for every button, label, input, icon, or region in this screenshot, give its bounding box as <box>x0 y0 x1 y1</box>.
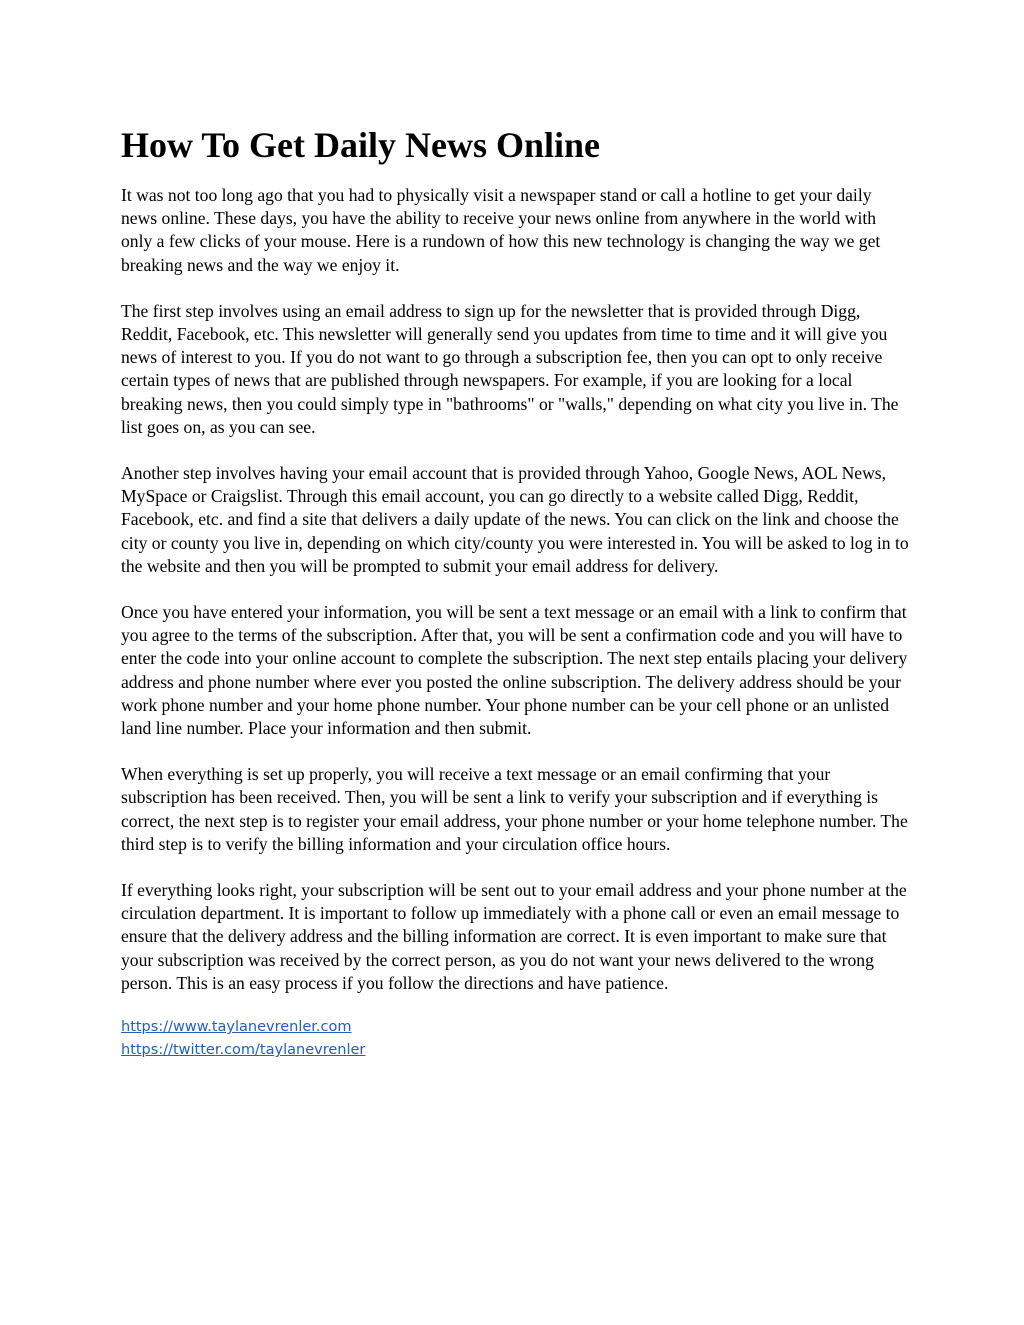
paragraph-final-check: If everything looks right, your subscription will be sent out to your email address and your phone number at the circulation department. It is important to follow up immediately with a phone call or even an email message to ensure that the delivery address and the billing information are correct. It is even important to make sure that your subscription was received by the correct person, as you do not want your news delivered to the wrong person. This is an easy process if you follow the directions and have patience. <box>121 880 907 993</box>
page-title: How To Get Daily News Online <box>121 125 601 165</box>
paragraph-intro: It was not too long ago that you had to physically visit a newspaper stand or call a hotline to get your daily news online. These days, you have the ability to receive your news online from anywhere in the world with only a few clicks of your mouse. Here is a rundown of how this new technology is changing the way we get breaking news and the way we enjoy it. <box>121 185 881 275</box>
document-page <box>121 118 911 1062</box>
paragraph-another-step: Another step involves having your email account that is provided through Yahoo, Google News, AOL News, MySpace or Craigslist. Through this email account, you can go directly to a website called Digg, Reddit, Facebook, etc. and find a site that delivers a daily update of the news. You can click on the link and choose the city or county you live in, depending on which city/county you were interested in. You will be asked to log in to the website and then you will be prompted to submit your email address for delivery. <box>121 463 909 576</box>
link-list <box>121 1016 911 1062</box>
paragraph-first-step: The first step involves using an email address to sign up for the newsletter that is provided through Digg, Reddit, Facebook, etc. This newsletter will generally send you updates from time to time and it will give you news of interest to you. If you do not want to go through a subscription fee, then you can opt to only receive certain types of news that are published through newspapers. For example, if you are looking for a local breaking news, then you could simply type in "bathrooms" or "walls," depending on what city you live in. The list goes on, as you can see. <box>121 300 899 437</box>
website-link[interactable]: https://www.taylanevrenler.com <box>121 1019 352 1036</box>
paragraph-setup-complete: When everything is set up properly, you will receive a text message or an email confirming that your subscription has been received. Then, you will be sent a link to verify your subscription and if everything is correct, the next step is to register your email address, your phone number or your home telephone number. The third step is to verify the billing information and your circulation office hours. <box>121 764 908 854</box>
twitter-link[interactable]: https://twitter.com/taylanevrenler <box>121 1042 366 1059</box>
paragraph-confirmation: Once you have entered your information, you will be sent a text message or an email with a link to confirm that you agree to the terms of the subscription. After that, you will be sent a confirmation code and you will have to enter the code into your online account to complete the subscription. The next step entails placing your delivery address and phone number where ever you posted the online subscription. The delivery address should be your work phone number and your home phone number. Your phone number can be your cell phone or an unlisted land line number. Place your information and then submit. <box>121 602 908 739</box>
